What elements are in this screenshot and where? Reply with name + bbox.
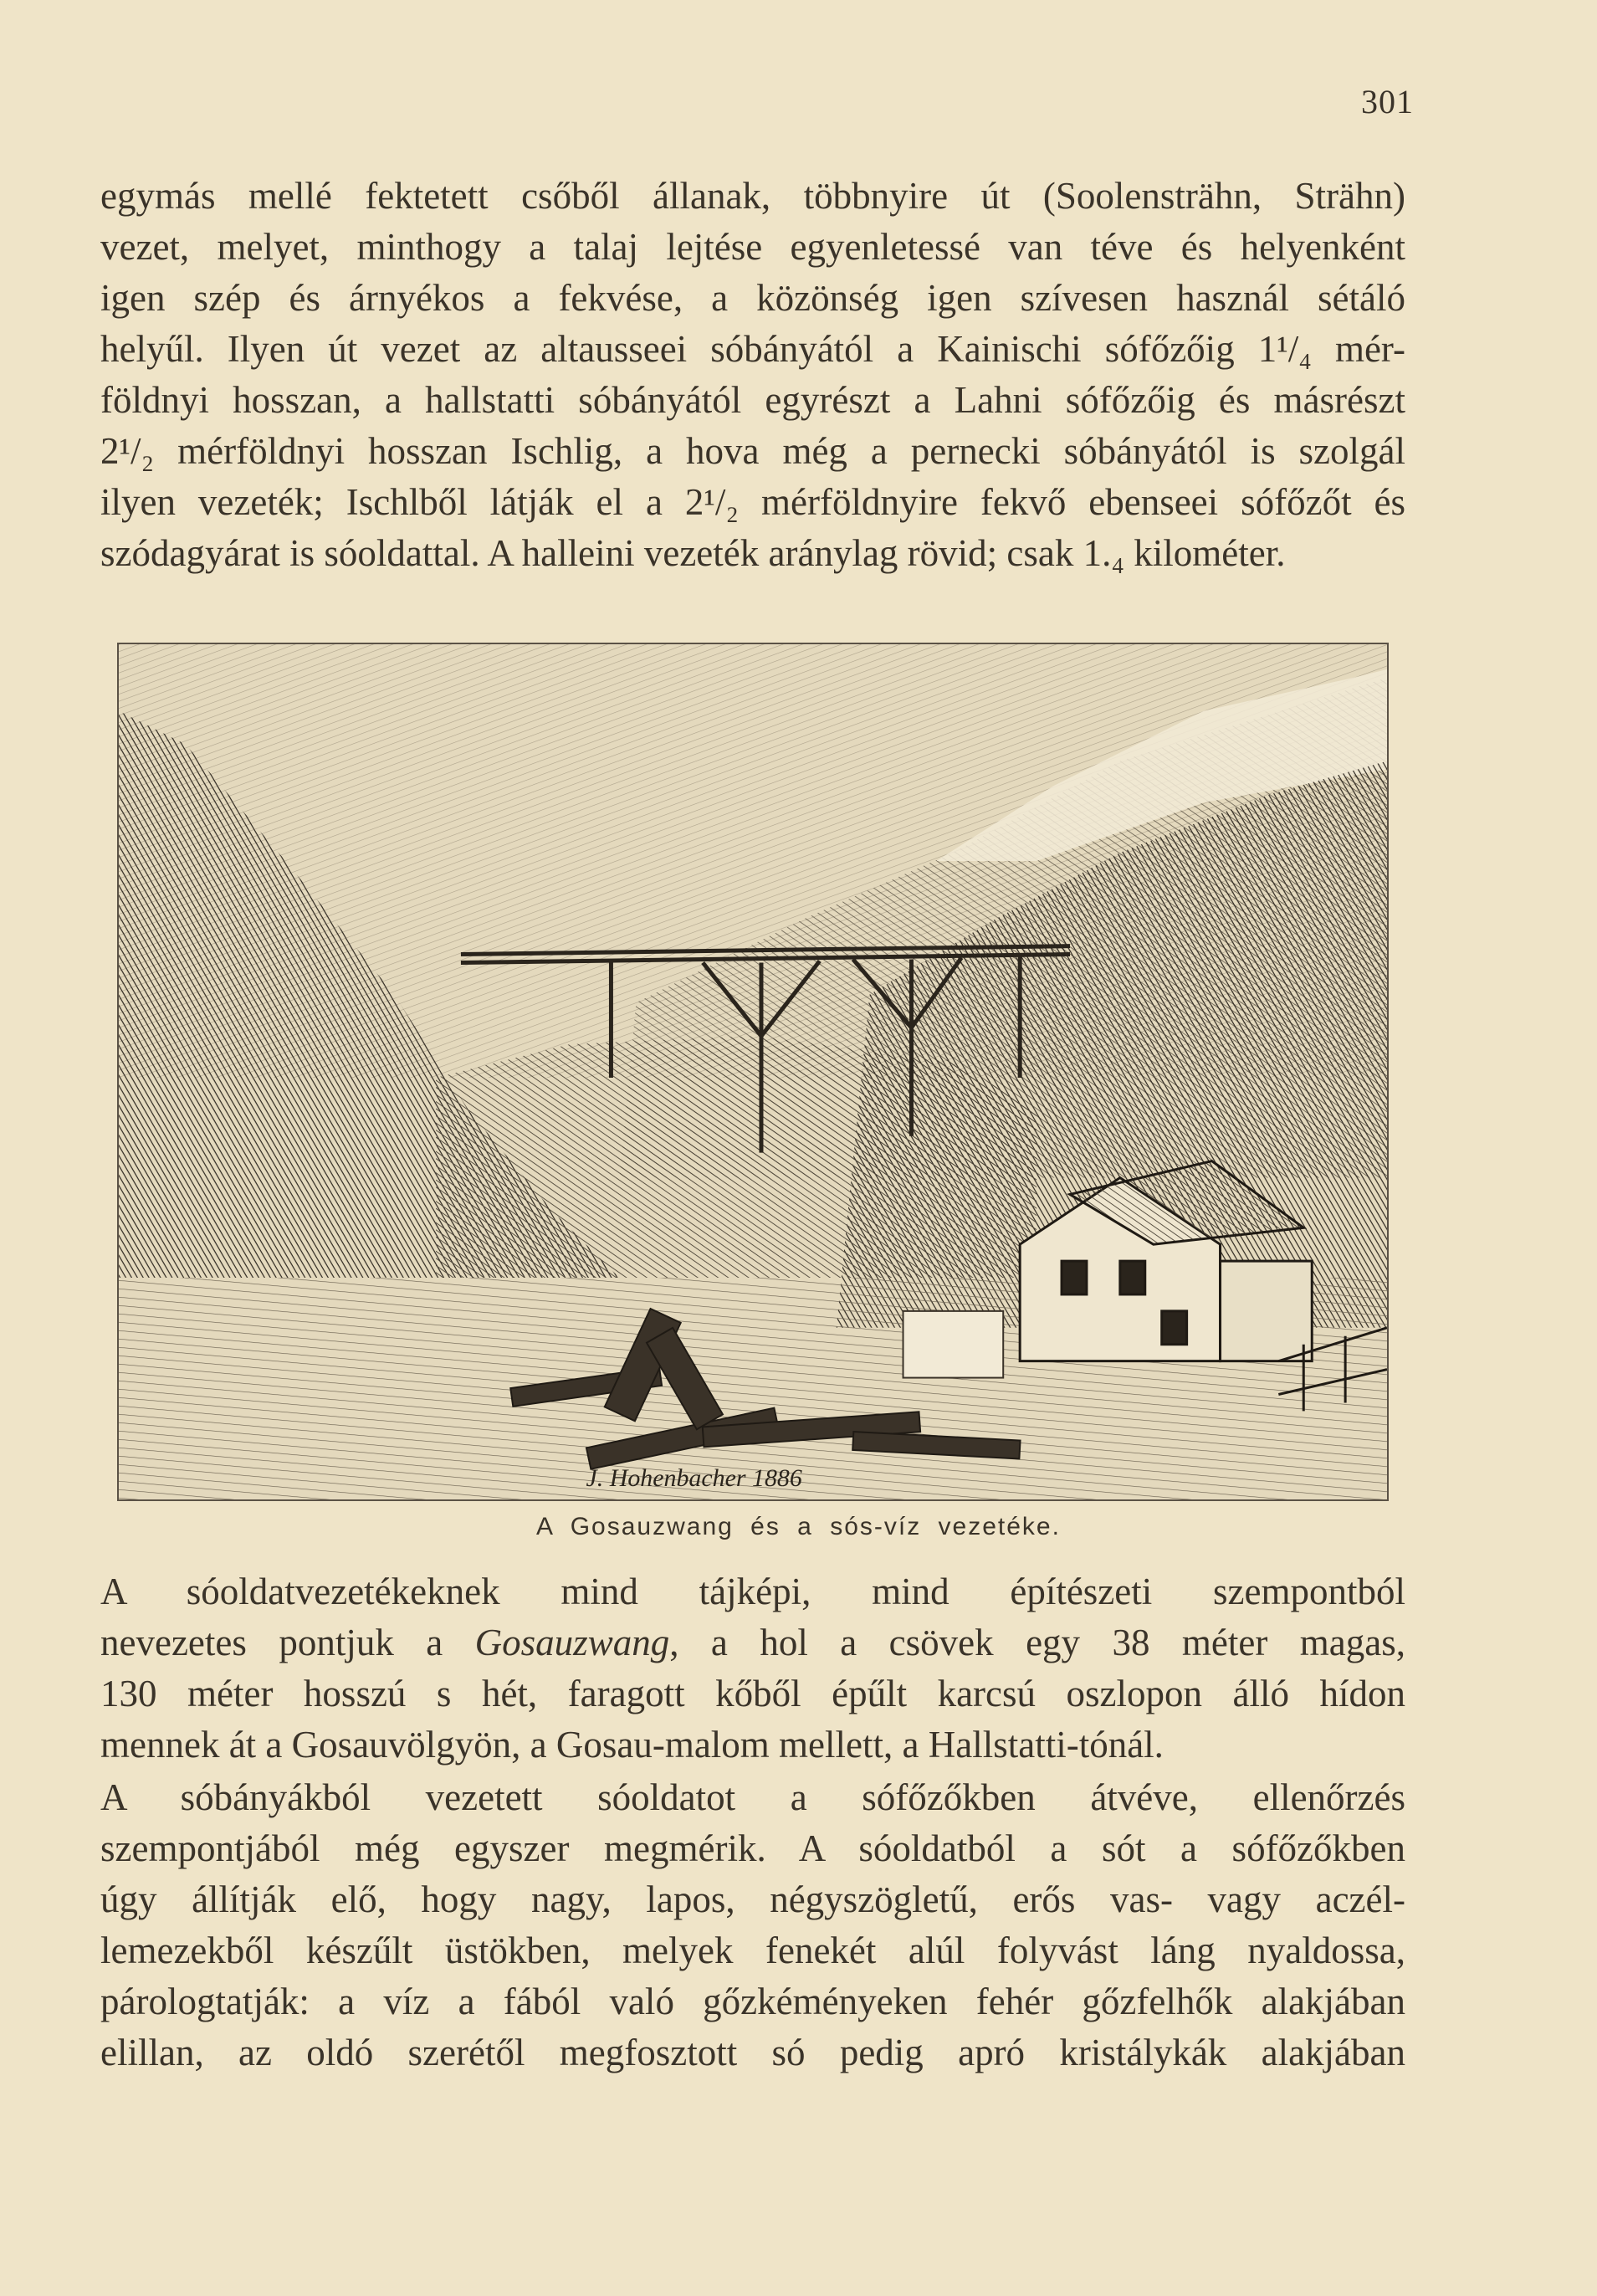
text-line: A sóoldatvezetékeknek mind tájképi, mind építészeti szempontból [100,1571,1405,1612]
text-line: szódagyárat is sóoldattal. A halleini vezeték aránylag rövid; csak 1.₄ kilométer. [100,532,1286,574]
text-line: párologtatják: a víz a fából való gőzkéményeken fehér gőzfelhők alakjában [100,1981,1405,2022]
figure-caption: A Gosauzwang és a sós-víz vezetéke. [536,1513,1061,1540]
text-line: vezet, melyet, minthogy a talaj lejtése egyenletessé van téve és helyenként [100,226,1405,268]
text-line: lemezekből készűlt üstökben, melyek fenekét alúl folyvást láng nyaldossa, [100,1930,1405,1971]
text-line [100,1617,1405,1668]
text-line: 2¹/₂ mérföldnyi hosszan Ischlig, a hova még a pernecki sóbányától is szolgál [100,430,1405,472]
text-segment: nevezetes pontjuk a [100,1622,475,1663]
page-number: 301 [1361,83,1414,120]
text-line: A sóbányákból vezetett sóoldatot a sófőzőkben átvéve, ellenőrzés [100,1776,1405,1818]
text-line: úgy állítják elő, hogy nagy, lapos, négyszögletű, erős vas- vagy aczél- [100,1878,1405,1920]
text-line: mennek át a Gosauvölgyön, a Gosau-malom mellett, a Hallstatti-tónál. [100,1724,1164,1766]
engraving-illustration [117,643,1389,1501]
text-line: igen szép és árnyékos a fekvése, a közönség igen szívesen használ sétáló [100,277,1405,319]
paragraph-1 [100,171,1405,579]
place-name-italic: Gosauzwang [474,1622,670,1663]
text-line: egymás mellé fektetett csőből állanak, többnyire út (Soolensträhn, Strähn) [100,175,1405,217]
text-line: földnyi hosszan, a hallstatti sóbányától egyrészt a Lahni sófőzőig és másrészt [100,379,1405,421]
engraver-signature: J. Hohenbacher 1886 [586,1464,802,1493]
text-line: 130 méter hosszú s hét, faragott kőből épűlt karcsú oszlopon álló hídon [100,1673,1405,1714]
text-line: szempontjából még egyszer megmérik. A sóoldatból a sót a sófőzőkben [100,1827,1405,1869]
text-line: elillan, az oldó szerétől megfosztott só pedig apró kristálykák alakjában [100,2032,1405,2073]
text-line: helyűl. Ilyen út vezet az altausseei sóbányától a Kainischi sófőzőig 1¹/₄ mér- [100,328,1405,370]
text-line: ilyen vezeték; Ischlből látják el a 2¹/₂ mérföldnyire fekvő ebenseei sófőzőt és [100,481,1405,523]
engraving-image [119,644,1387,1499]
paragraph-2 [100,1566,1405,1771]
paragraph-3 [100,1772,1405,2078]
text-segment: , a hol a csövek egy 38 méter magas, [669,1622,1405,1663]
